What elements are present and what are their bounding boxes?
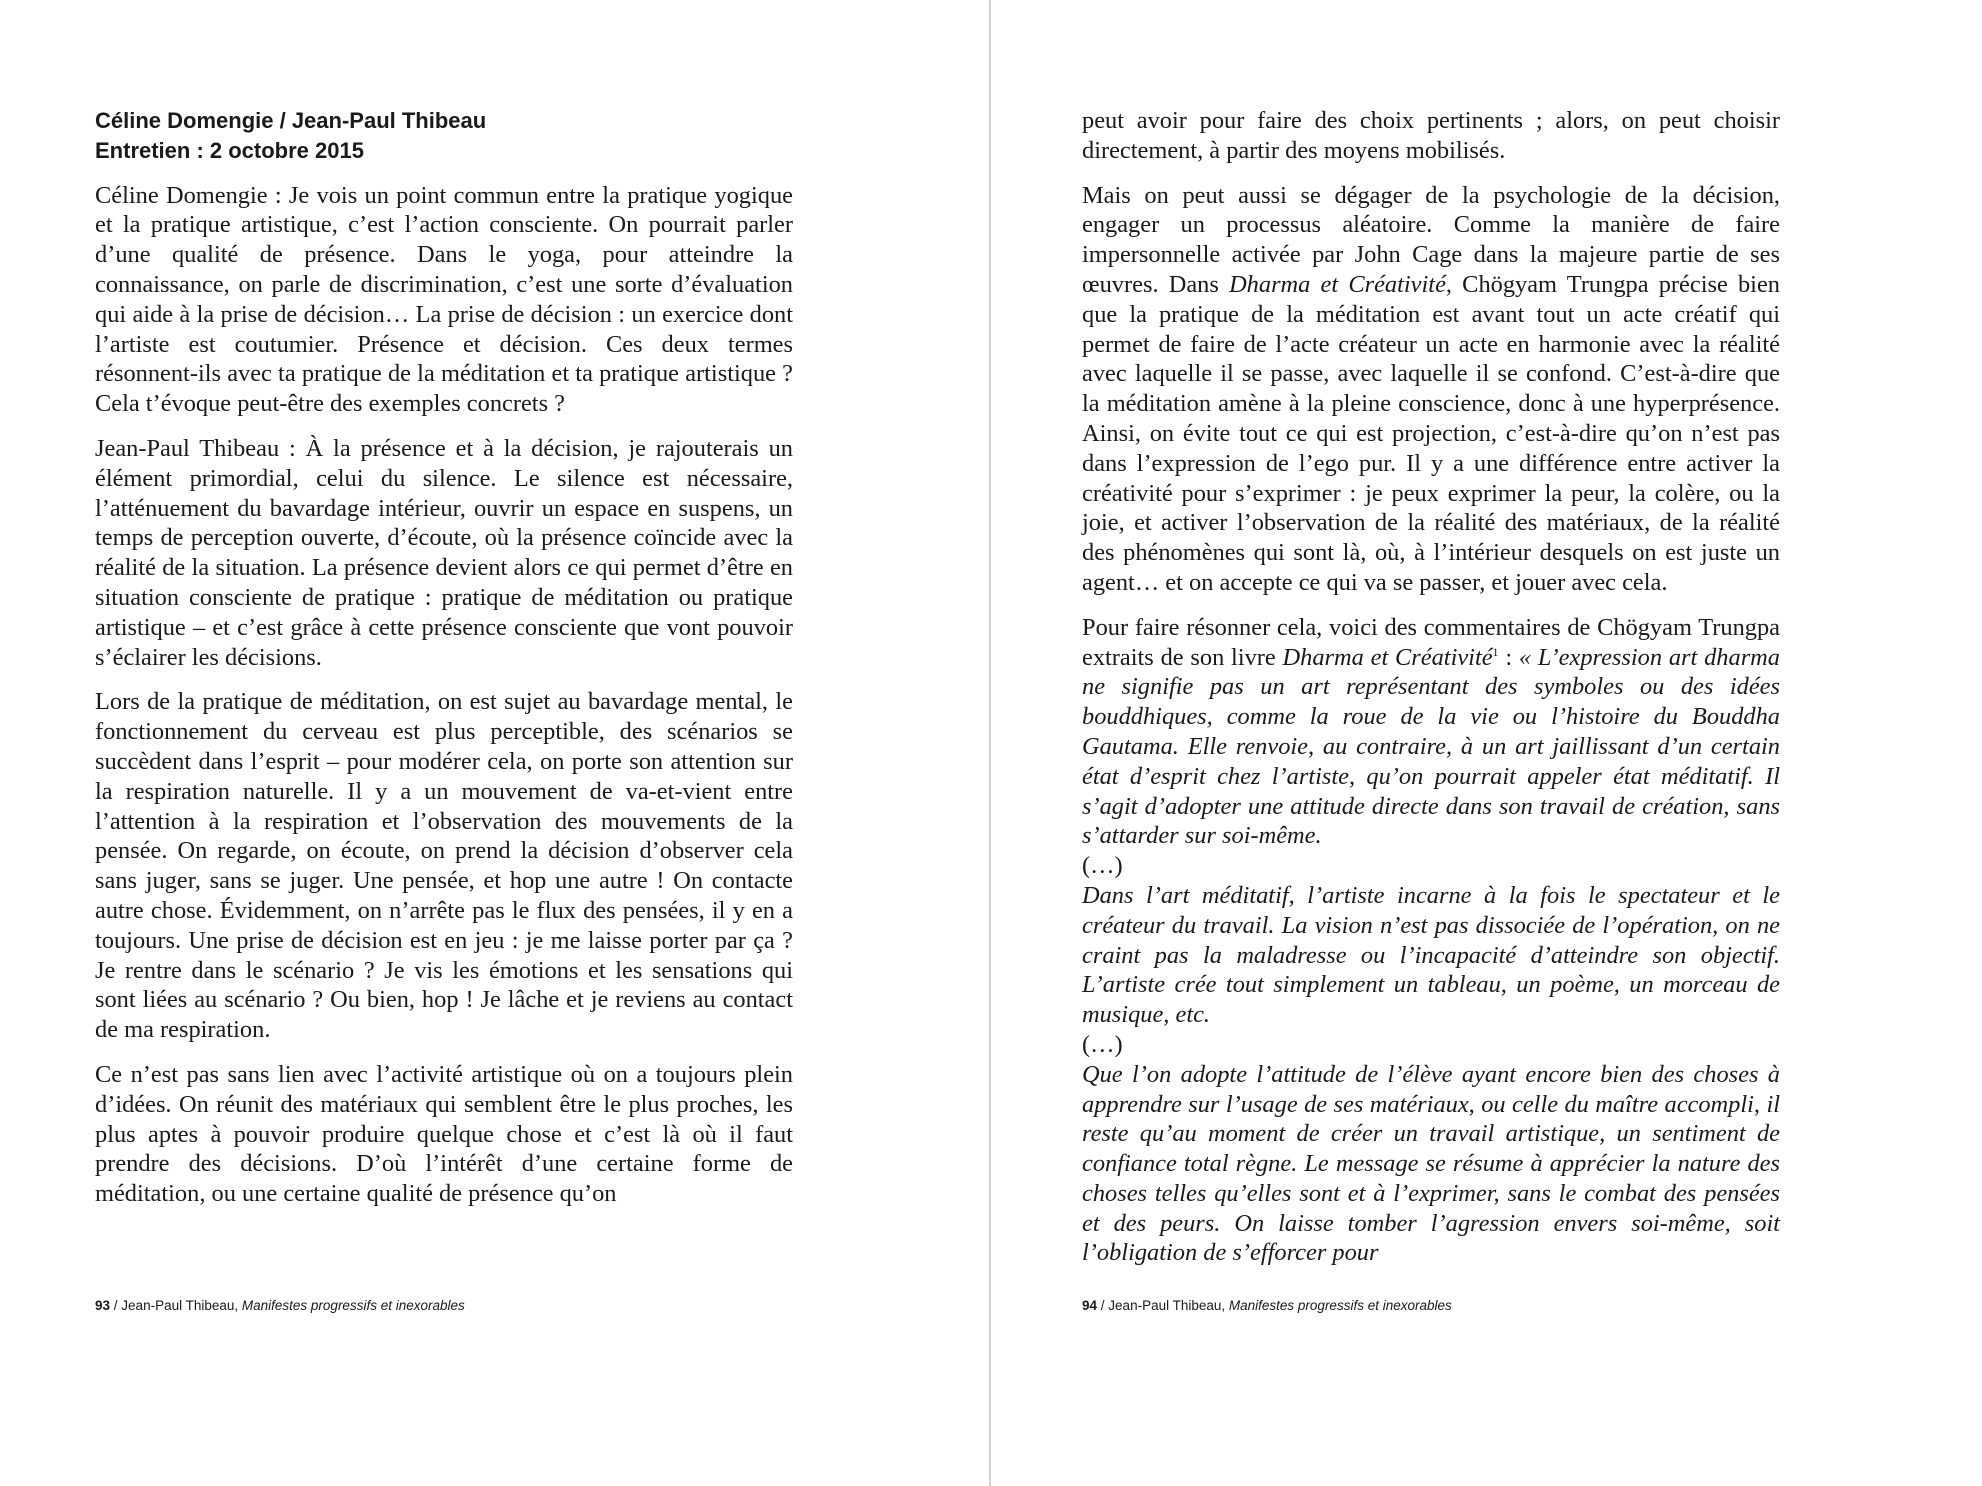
page-footer xyxy=(95,1298,465,1313)
quote-text: Que l’on adopte l’attitude de l’élève ayant encore bien des choses à apprendre sur l’usage de ses matériaux, ou celle du maître accompli, il reste qu’au moment de créer un travail artistique, un sentiment de confiance total règne. Le message se résume à apprécier la nature des choses telles qu’elles sont et à l’exprimer, sans le combat des pensées et des peurs. On laisse tomber l’agression envers soi-même, soit l’obligation de s’efforcer pour xyxy=(1082,1060,1780,1267)
interview-heading xyxy=(95,106,793,166)
interview-date: Entretien : 2 octobre 2015 xyxy=(95,137,364,163)
paragraph: peut avoir pour faire des choix pertinents ; alors, on peut choisir directement, à partir des moyens mobilisés. xyxy=(1082,107,1780,164)
footnote-marker: 1 xyxy=(1492,644,1499,659)
paragraph-text: : xyxy=(1498,643,1519,671)
quote-ellipsis: (…) xyxy=(1082,1030,1123,1058)
book-title: Dharma et Créativité xyxy=(1229,270,1446,298)
quote-ellipsis: (…) xyxy=(1082,852,1123,880)
paragraph xyxy=(1082,181,1780,598)
right-page xyxy=(991,0,1982,1486)
paragraph-text: Mais on peut aussi se dégager de la psychologie de la décision, engager un processus aléatoire. Comme la manière de faire impersonnelle activée par John Cage dans la majeure partie de ses œuvres. Dans xyxy=(1082,181,1780,298)
footer-author: / Jean-Paul Thibeau, xyxy=(113,1298,242,1313)
right-page-text xyxy=(1082,106,1780,1283)
paragraph: Lors de la pratique de méditation, on est sujet au bavardage mental, le fonctionnement du cerveau est plus perceptible, des scénarios se succèdent dans l’esprit – pour modérer cela, on porte son attention sur la respiration naturelle. Il y a un mouvement de va-et-vient entre l’attention à la respiration et l’observation des mouvements de la pensée. On regarde, on écoute, on prend la décision d’observer cela sans juger, sans se juger. Une pensée, et hop une autre ! On contacte autre chose. Évidemment, on n’arrête pas le flux des pensées, il y en a toujours. Une prise de décision est en jeu : je me laisse porter par ça ? Je rentre dans le scénario ? Je vis les émotions et les sensations qui sont liées au scénario ? Ou bien, hop ! Je lâche et je reviens au contact de ma respiration. xyxy=(95,688,793,1044)
page-number: 94 xyxy=(1082,1298,1098,1313)
footer-author: / Jean-Paul Thibeau, xyxy=(1100,1298,1229,1313)
page-number: 93 xyxy=(95,1298,111,1313)
quote-text: « L’expression art dharma ne signifie pas un art représentant des symboles ou des idées bouddhiques, comme la roue de la vie ou l’histoire du Bouddha Gautama. Elle renvoie, au contraire, à un art jaillissant d’un certain état d’esprit chez l’artiste, qu’on pourrait appeler état méditatif. Il s’agit d’adopter une attitude directe dans son travail de création, sans s’attarder sur soi-même. xyxy=(1082,643,1780,850)
left-page xyxy=(0,0,989,1486)
paragraph: Céline Domengie : Je vois un point commun entre la pratique yogique et la pratique artistique, c’est l’action consciente. On pourrait parler d’une qualité de présence. Dans le yoga, pour atteindre la connaissance, on parle de discrimination, c’est une sorte d’évaluation qui aide à la prise de décision… La prise de décision : un exercice dont l’artiste est coutumier. Présence et décision. Ces deux termes résonnent-ils avec ta pratique de la méditation et ta pratique artistique ? Cela t’évoque peut-être des exemples concrets ? xyxy=(95,181,793,418)
quote-text: Dans l’art méditatif, l’artiste incarne à la fois le spectateur et le créateur du travail. La vision n’est pas dissociée de l’opération, on ne craint pas la maladresse ou l’incapacité d’atteindre son objectif. L’artiste crée tout simplement un tableau, un poème, un morceau de musique, etc. xyxy=(1082,881,1780,1029)
paragraph: Ce n’est pas sans lien avec l’activité artistique où on a toujours plein d’idées. On réunit des matériaux qui semblent être le plus proches, les plus aptes à pouvoir produire quelque chose et c’est là où il faut prendre des décisions. D’où l’intérêt d’une certaine forme de méditation, ou une certaine qualité de présence qu’on xyxy=(95,1060,793,1208)
page-footer xyxy=(1082,1298,1452,1313)
book-title: Dharma et Créativité xyxy=(1282,643,1493,671)
paragraph-text: , Chögyam Trungpa précise bien que la pratique de la méditation est avant tout un acte créatif qui permet de faire de l’acte créateur un acte en harmonie avec la réalité avec laquelle il se passe, avec laquelle il se confond. C’est-à-dire que la méditation amène à la pleine conscience, donc à une hyperprésence. Ainsi, on évite tout ce qui est projection, c’est-à-dire qu’on n’est pas dans l’expression de l’ego pur. Il y a une différence entre activer la créativité pour s’exprimer : je peux exprimer la peur, la colère, ou la joie, et activer l’observation de la réalité des matériaux, de la réalité des phénomènes qui sont là, où, à l’intérieur desquels on est juste un agent… et on accepte ce qui va se passer, et jouer avec cela. xyxy=(1082,270,1780,596)
interview-participants: Céline Domengie / Jean-Paul Thibeau xyxy=(95,108,487,133)
footer-book-title: Manifestes progressifs et inexorables xyxy=(1228,1298,1452,1313)
footer-book-title: Manifestes progressifs et inexorables xyxy=(241,1298,465,1313)
quote-paragraph xyxy=(1082,613,1780,1269)
paragraph: Jean-Paul Thibeau : À la présence et à la décision, je rajouterais un élément primordial, celui du silence. Le silence est nécessaire, l’atténuement du bavardage intérieur, ouvrir un espace en suspens, un temps de perception ouverte, d’écoute, où la présence coïncide avec la réalité de la situation. La présence devient alors ce qui permet d’être en situation consciente de pratique : pratique de méditation ou pratique artistique – et c’est grâce à cette présence consciente que vont pouvoir s’éclairer les décisions. xyxy=(95,434,793,671)
paragraph-text: Pour faire résonner cela, voici des commentaires de Chögyam Trungpa extraits de son livre xyxy=(1082,613,1780,671)
left-page-text xyxy=(95,106,793,1224)
